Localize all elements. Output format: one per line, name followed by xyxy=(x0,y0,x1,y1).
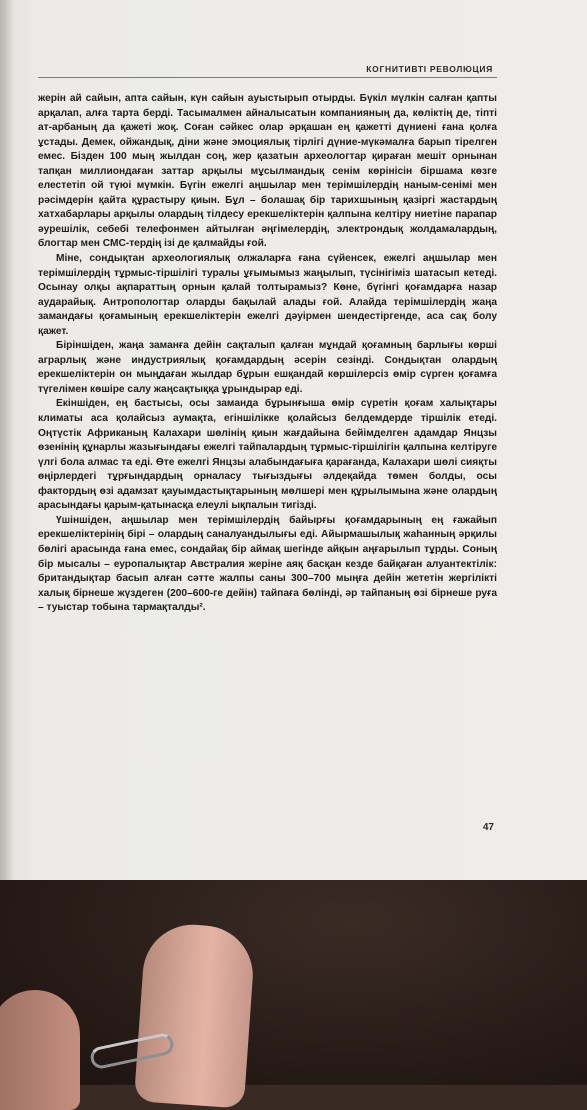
header-rule xyxy=(38,77,497,78)
paragraph-5: Үшіншіден, аңшылар мен терімшілердің байырғы қоғамдарының ең ғажайып ерекшеліктерінің бірі – олардың саналуандылығы еді. Айырмашылық жаһанның әрқилы бөлігі арасында ғана емес, сондайақ бір аймақ шегінде айқын аңғарылып тұрды. Соның бір мысалы – еуропалықтар Австралия жеріне аяқ басқан кезде байқаған алуантектілік: британдықтар басып алған сәтте жалпы саны 300–700 мыңға дейін жететін жергілікті халық бірнеше жүздеген (200–600-ге дейін) тайпаға бөлінді, әр тайпаның өзі бірнеше руға – туыстар тобына тармақталды². xyxy=(38,514,497,614)
finger-left xyxy=(0,990,80,1110)
paragraph-4: Екіншіден, ең бастысы, осы заманда бұрынғыша өмір сүретін қоғам халықтары климаты аса қолайсыз аумақта, егіншілікке қолайсыз белдемдерде тіршілік етеді. Оңтүстік Африканың Калахари шөлінің қиын жағдайына бейімделген адамдар Янцзы өзенінің құнарлы жазығындағы ежелгі тайпалардың тұрмыс-тіршілігін қалпына келтіруге үлгі бола алмас та еді. Өте ежелгі Янцзы алабындағыға қарағанда, Калахари шөлі сияқты өңірлердегі тұрғындардың орналасу тығыздығы әлдеқайда төмен болды, осы фактордың өзі адамзат қауымдастықтарының мөлшері мен құрылымына және олардың арасындағы қарым-қатынасқа елеулі ықпалын тигізді. xyxy=(38,398,497,512)
running-header: КОГНИТИВТІ РЕВОЛЮЦИЯ xyxy=(366,64,493,74)
paragraph-3: Біріншіден, жаңа заманға дейін сақталып қалған мұндай қоғамның барлығы көрші аграрлық және индустриялық қоғамдардың әсерін сезінді. Сондықтан олардың ерекшеліктерін он мыңдаған жылдар бұрын ешқандай көршілерсіз өмір сүрген қоғамға түгелімен көшіре салу жаңсақтыққа ұрындырар еді. xyxy=(38,340,497,395)
paragraph-2: Міне, сондықтан археологиялық олжаларға ғана сүйенсек, ежелгі аңшылар мен терімшілердің тұрмыс-тіршілігі туралы ұғымымыз жаңылып, түсінігіміз шатасып кетеді. Осынау олқы ақпараттың орнын қалай толтырамыз? Көне, бүгінгі қоғамдарға назар аударайық. Антропологтар оларды бақылай алады ғой. Алайда терімшілердің жаңа замандағы қоғамының ерекшеліктерін ежелгі дәуірмен шендестіргенде, аса сақ болу қажет. xyxy=(38,253,497,337)
paragraph-1: жерін ай сайын, апта сайын, күн сайын ауыстырып отырды. Бүкіл мүлкін салған қапты арқалап, алға тарта берді. Тасымалмен айналысатын компанияның да, көліктің де, тіпті ат-арбаның да қажеті жоқ. Соған сәйкес олар әрқашан ең қажетті дүниені ғана қолға ұстады. Демек, ойжандық, діни және эмоциялық тірлігі дүние-мүкәмалға барып тірелген емес. Бізден 100 мың жылдан соң, жер қазатын археологтар қираған мешіт орнынан тапқан миллиондаған заттар арқылы мұсылмандық сенім көрінісін біршама көзге елестетіп ой түюі мүмкін. Бүгін ежелгі аңшылар мен терімшілердің наным-сенімі мен рәсімдерін қайта құрастыру қиын. Бұл – болашақ бір тарихшының қазіргі жастардың хатхабарлары арқылы олардың тілдесу ерекшеліктерін қалпына келтіру ниетіне парапар әурешілік, себебі телефонмен айтылған әңгімелердің, электрондық жолдамалардың, блогтар мен СМС-тердің ізі де қалмайды ғой. xyxy=(38,93,497,250)
page-gutter-shadow xyxy=(0,0,14,880)
body-text xyxy=(38,92,497,616)
background-below-page xyxy=(0,880,587,1085)
page-number: 47 xyxy=(482,822,494,833)
finger xyxy=(134,921,256,1108)
